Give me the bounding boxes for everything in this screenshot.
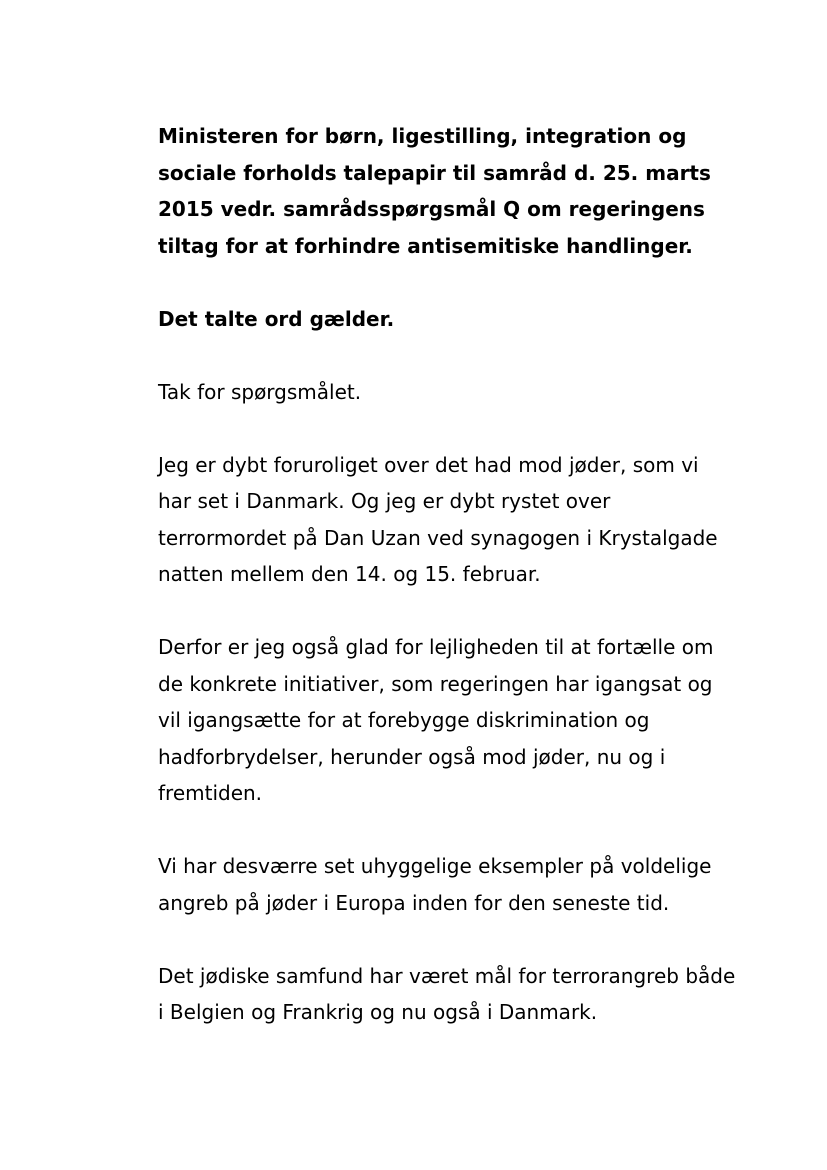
paragraph-1: Tak for spørgsmålet. bbox=[158, 379, 362, 404]
spoken-word-notice: Det talte ord gælder. bbox=[158, 306, 395, 331]
document-body bbox=[158, 118, 738, 1067]
paragraph-4: Vi har desværre set uhyggelige eksempler på voldelige angreb på jøder i Europa inden for den seneste tid. bbox=[158, 854, 712, 915]
paragraph-2: Jeg er dybt foruroliget over det had mod jøder, som vi har set i Danmark. Og jeg er dybt rystet over terrormordet på Dan Uzan ved synagogen i Krystalgade natten mellem den 14. og 15. februar. bbox=[158, 452, 718, 586]
paragraph-3: Derfor er jeg også glad for lejligheden til at fortælle om de konkrete initiativer, som regeringen har igangsat og vil igangsætte for at forebygge diskrimination og hadforbrydelser, herunder også mod jøder, nu og i fremtiden. bbox=[158, 635, 714, 805]
paragraph-5: Det jødiske samfund har været mål for terrorangreb både i Belgien og Frankrig og nu også i Danmark. bbox=[158, 963, 736, 1024]
document-heading: Ministeren for børn, ligestilling, integration og sociale forholds talepapir til samråd d. 25. marts 2015 vedr. samrådsspørgsmål Q om regeringens tiltag for at forhindre antisemitiske handlinger. bbox=[158, 124, 711, 258]
